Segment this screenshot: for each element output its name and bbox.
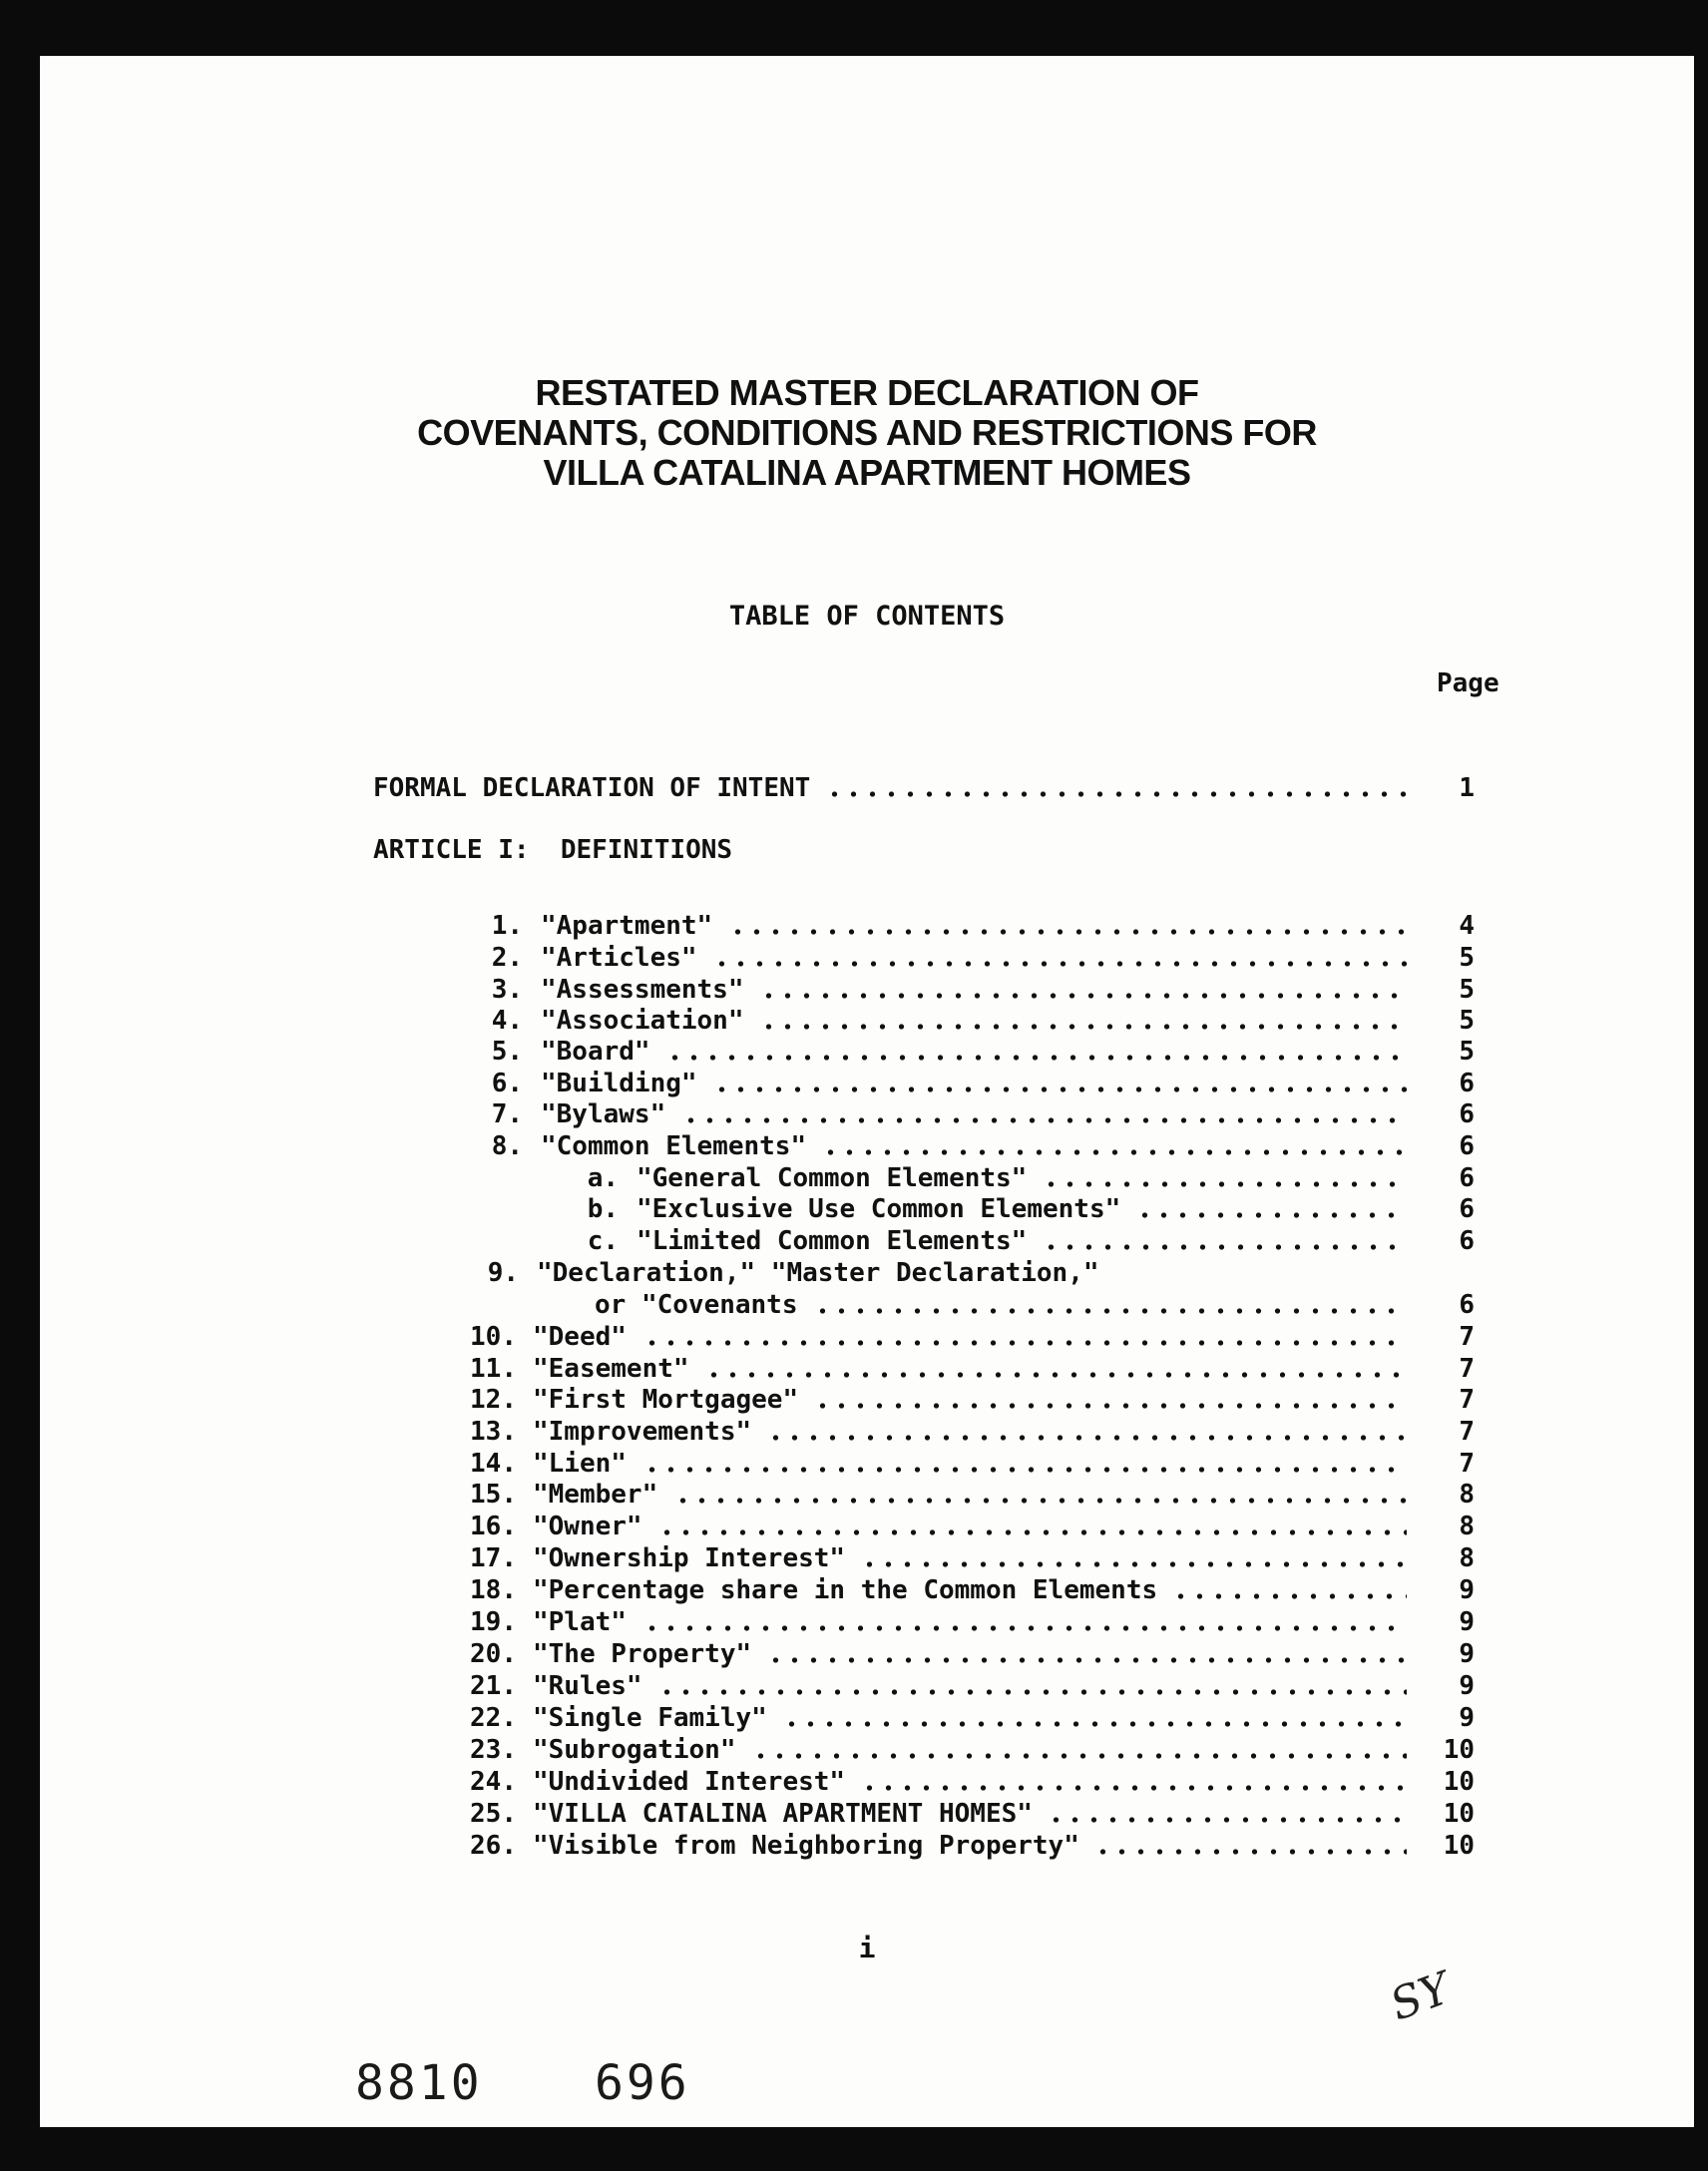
toc-entry-number: 16. <box>470 1512 517 1541</box>
toc-leader-dots <box>813 1402 1407 1410</box>
toc-entry-page: 6 <box>1459 1163 1475 1193</box>
toc-entry-page: 9 <box>1459 1639 1475 1669</box>
toc-entry-label: "Easement" <box>533 1354 689 1384</box>
toc-leader-dots <box>704 1371 1407 1379</box>
toc-entry <box>40 1130 1536 1162</box>
toc-entry-label: FORMAL DECLARATION OF INTENT <box>373 773 811 803</box>
toc-entry-label: "Declaration," "Master Declaration," <box>537 1258 1099 1288</box>
toc-entry-number: 9. <box>487 1258 519 1288</box>
toc-entry-number: 1. <box>491 911 523 941</box>
toc-entry-page: 7 <box>1459 1354 1475 1384</box>
toc-entry-label: "Rules" <box>533 1671 642 1701</box>
toc-entry-label: "General Common Elements" <box>637 1163 1028 1193</box>
toc-entry-label: "Common Elements" <box>541 1131 807 1161</box>
toc-entry <box>40 1098 1536 1130</box>
toc-entry <box>40 1638 1536 1670</box>
toc-entry-number: 19. <box>470 1607 517 1637</box>
toc-entry-number: 26. <box>470 1831 517 1861</box>
toc-entry <box>40 1670 1536 1702</box>
toc-entry-number: 18. <box>470 1575 517 1605</box>
title-line-1: RESTATED MASTER DECLARATION OF <box>535 372 1199 413</box>
toc-entry-page: 10 <box>1443 1831 1475 1861</box>
toc-entry-number: 2. <box>491 943 523 973</box>
toc-entry-page: 5 <box>1459 1037 1475 1067</box>
toc-leader-dots <box>1093 1848 1407 1856</box>
toc-entry-page: 8 <box>1459 1480 1475 1510</box>
toc-leader-dots <box>657 1688 1407 1696</box>
toc-entry-label: "Visible from Neighboring Property" <box>533 1831 1079 1861</box>
document-page <box>40 56 1694 2127</box>
toc-leader-dots <box>1171 1592 1407 1600</box>
toc-leader-dots <box>1042 1243 1407 1251</box>
toc-entry-number: 23. <box>470 1735 517 1765</box>
toc-entry-label: "Bylaws" <box>541 1099 666 1129</box>
toc-entry-label: "Improvements" <box>533 1417 752 1447</box>
toc-leader-dots <box>642 1339 1407 1347</box>
toc-entry-page: 5 <box>1459 975 1475 1005</box>
toc-entry-number: c. <box>587 1226 619 1256</box>
toc-entry-number: 15. <box>470 1480 517 1510</box>
toc-entry-label: or "Covenants <box>595 1290 798 1320</box>
toc-entry-number: 13. <box>470 1417 517 1447</box>
toc-entry-label: "Member" <box>533 1480 658 1510</box>
toc-entry <box>40 974 1536 1006</box>
toc-entry-page: 6 <box>1459 1099 1475 1129</box>
toc-leader-dots <box>860 1784 1407 1792</box>
page-column-header: Page <box>1437 668 1499 698</box>
toc-leader-dots <box>1135 1211 1407 1219</box>
toc-entry <box>40 1225 1536 1257</box>
toc-entry-page: 6 <box>1459 1290 1475 1320</box>
toc-entry-page: 8 <box>1459 1543 1475 1573</box>
document-title <box>40 373 1694 493</box>
title-line-3: VILLA CATALINA APARTMENT HOMES <box>543 452 1191 493</box>
toc-leader-dots <box>766 1434 1407 1442</box>
toc-entry <box>40 834 1536 866</box>
toc-entry-page: 9 <box>1459 1671 1475 1701</box>
toc-entry-label: "Articles" <box>541 943 697 973</box>
toc-heading: TABLE OF CONTENTS <box>728 601 1006 632</box>
toc-entry-number: 4. <box>491 1006 523 1036</box>
title-line-2: COVENANTS, CONDITIONS AND RESTRICTIONS FOR <box>417 412 1317 453</box>
stamp-number-left: 8810 <box>355 2055 483 2111</box>
toc-entry-label: ARTICLE I: DEFINITIONS <box>373 835 733 865</box>
toc-leader-dots <box>673 1497 1407 1505</box>
toc-entry-page: 5 <box>1459 943 1475 973</box>
toc-entry <box>40 1321 1536 1353</box>
toc-entry-number: 7. <box>491 1099 523 1129</box>
page-number: i <box>858 1932 876 1964</box>
toc-entry-label: "Association" <box>541 1006 744 1036</box>
toc-entry-page: 6 <box>1459 1194 1475 1224</box>
toc-entry-number: 25. <box>470 1799 517 1829</box>
toc-entry-label: "Exclusive Use Common Elements" <box>637 1194 1121 1224</box>
toc-entry <box>40 1257 1536 1289</box>
toc-entry <box>40 910 1536 942</box>
toc-entry-label: "Board" <box>541 1037 650 1067</box>
toc-entry-label: "Deed" <box>533 1322 627 1352</box>
toc-leader-dots <box>821 1148 1407 1156</box>
toc-entry-label: "Single Family" <box>533 1703 767 1733</box>
toc-entry-number: 10. <box>470 1322 517 1352</box>
toc-entry-page: 6 <box>1459 1131 1475 1161</box>
toc-entry <box>40 1036 1536 1068</box>
toc-entry <box>40 1162 1536 1194</box>
toc-leader-dots <box>1042 1180 1407 1188</box>
toc-entry <box>40 1766 1536 1798</box>
toc-entry-number: 11. <box>470 1354 517 1384</box>
toc-entry <box>40 1384 1536 1416</box>
toc-entry-number: b. <box>587 1194 619 1224</box>
toc-entry-page: 5 <box>1459 1006 1475 1036</box>
toc-entry-label: "Subrogation" <box>533 1735 736 1765</box>
handwritten-initials: SY <box>1384 1962 1458 2031</box>
toc-entry <box>40 1068 1536 1099</box>
toc-entry <box>40 1542 1536 1574</box>
toc-leader-dots <box>665 1054 1407 1062</box>
toc-entry <box>40 1574 1536 1606</box>
toc-leader-dots <box>860 1560 1407 1568</box>
toc-entry-number: 24. <box>470 1767 517 1797</box>
toc-entry-page: 6 <box>1459 1226 1475 1256</box>
toc-leader-dots <box>681 1116 1407 1124</box>
toc-entry-label: "Undivided Interest" <box>533 1767 846 1797</box>
toc-leader-dots <box>642 1466 1407 1474</box>
toc-entry-number: 22. <box>470 1703 517 1733</box>
toc-leader-dots <box>728 928 1407 936</box>
toc-entry <box>40 1448 1536 1480</box>
toc-entry-page: 8 <box>1459 1512 1475 1541</box>
toc-leader-dots <box>657 1528 1407 1536</box>
toc-leader-dots <box>759 1023 1407 1031</box>
toc-entry-label: "Building" <box>541 1069 697 1098</box>
toc-entry-page: 1 <box>1459 773 1475 803</box>
toc-entry-page: 6 <box>1459 1069 1475 1098</box>
toc-entry <box>40 1702 1536 1734</box>
toc-entry-page: 7 <box>1459 1417 1475 1447</box>
toc-entry <box>40 1193 1536 1225</box>
toc-entry-label: "Limited Common Elements" <box>637 1226 1028 1256</box>
toc-leader-dots <box>766 1656 1407 1664</box>
toc-entry-page: 7 <box>1459 1385 1475 1415</box>
toc-leader-dots <box>825 790 1407 798</box>
toc-entry-page: 10 <box>1443 1767 1475 1797</box>
toc-entry-label: "Plat" <box>533 1607 627 1637</box>
toc-entry <box>40 1606 1536 1638</box>
toc-entry-number: 6. <box>491 1069 523 1098</box>
toc-entry-number: 3. <box>491 975 523 1005</box>
toc-entry <box>40 942 1536 974</box>
toc-entry <box>40 1479 1536 1511</box>
toc-entry-page: 10 <box>1443 1799 1475 1829</box>
toc-entry-label: "The Property" <box>533 1639 752 1669</box>
toc-leader-dots <box>751 1752 1407 1760</box>
toc-entry-number: a. <box>587 1163 619 1193</box>
toc-entry-label: "Lien" <box>533 1449 627 1479</box>
toc-entry-number: 14. <box>470 1449 517 1479</box>
toc-entry-page: 4 <box>1459 911 1475 941</box>
toc-entry-page: 10 <box>1443 1735 1475 1765</box>
toc-entry-label: "Percentage share in the Common Elements <box>533 1575 1158 1605</box>
toc-entry-label: "Ownership Interest" <box>533 1543 846 1573</box>
toc-entry-number: 21. <box>470 1671 517 1701</box>
toc-entry <box>40 1353 1536 1385</box>
toc-entry-page: 9 <box>1459 1575 1475 1605</box>
toc-leader-dots <box>1047 1816 1407 1824</box>
toc-leader-dots <box>813 1307 1407 1315</box>
toc-leader-dots <box>642 1624 1407 1632</box>
toc-entry-label: "VILLA CATALINA APARTMENT HOMES" <box>533 1799 1033 1829</box>
toc-entry-page: 7 <box>1459 1449 1475 1479</box>
toc-entry-page: 7 <box>1459 1322 1475 1352</box>
toc-entry <box>40 1734 1536 1766</box>
toc-leader-dots <box>712 1086 1407 1093</box>
toc-entry <box>40 1511 1536 1542</box>
toc-entry-label: "Apartment" <box>541 911 713 941</box>
toc-entry-label: "Owner" <box>533 1512 642 1541</box>
toc-leader-dots <box>759 992 1407 1000</box>
toc-entry-number: 5. <box>491 1037 523 1067</box>
toc-leader-dots <box>712 960 1407 968</box>
toc-entry-page: 9 <box>1459 1607 1475 1637</box>
toc-entry-number: 17. <box>470 1543 517 1573</box>
toc-entry-number: 8. <box>491 1131 523 1161</box>
toc-entry <box>40 772 1536 804</box>
toc-entry <box>40 1830 1536 1862</box>
toc-entry <box>40 1005 1536 1037</box>
toc-entry-number: 20. <box>470 1639 517 1669</box>
toc-entry-page: 9 <box>1459 1703 1475 1733</box>
toc-entry <box>40 1798 1536 1830</box>
toc-entry-label: "Assessments" <box>541 975 744 1005</box>
toc-entry <box>40 1416 1536 1448</box>
toc-entry <box>40 1289 1536 1321</box>
toc-leader-dots <box>782 1720 1407 1728</box>
toc-entry-label: "First Mortgagee" <box>533 1385 799 1415</box>
toc-entry-number: 12. <box>470 1385 517 1415</box>
stamp-number-right: 696 <box>595 2055 690 2111</box>
